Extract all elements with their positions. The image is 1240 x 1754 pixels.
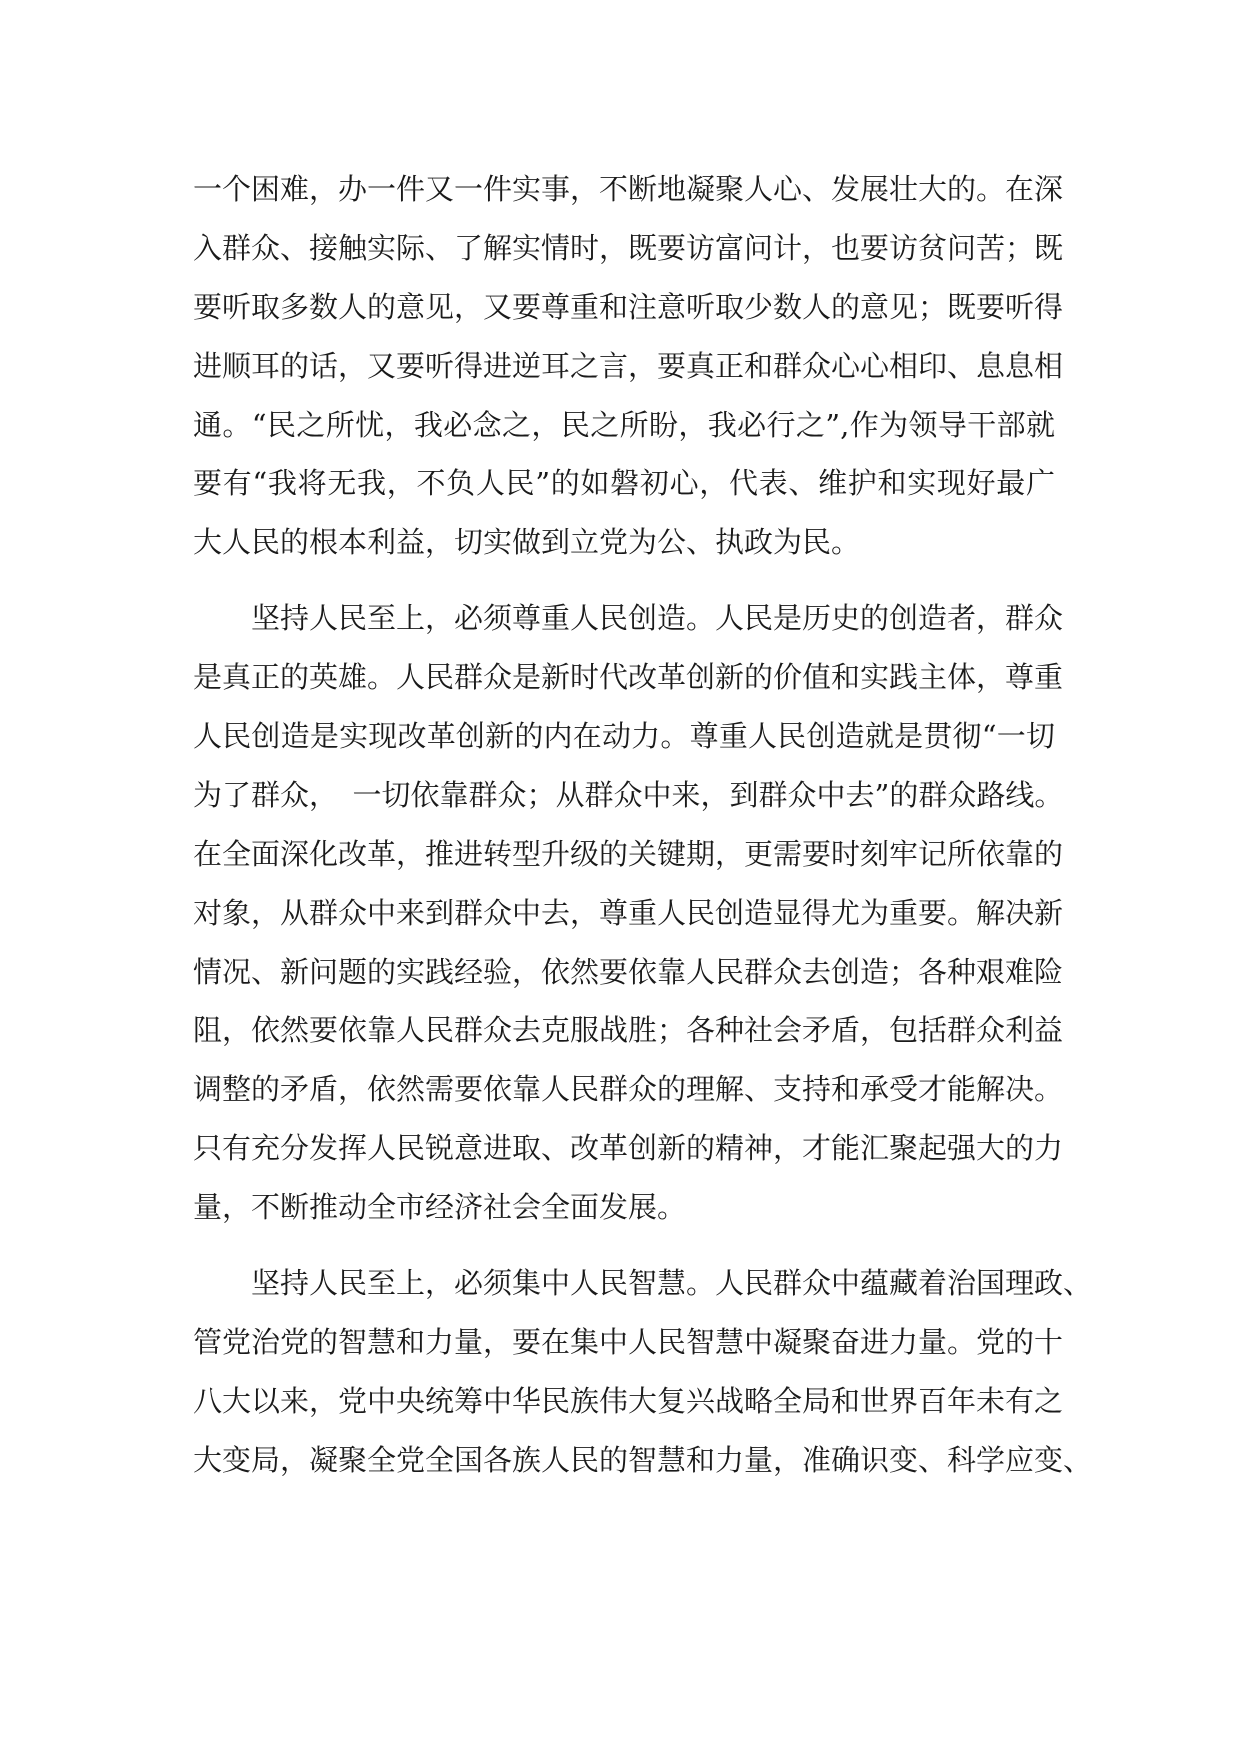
text-line: 阻，依然要依靠人民群众去克服战胜；各种社会矛盾，包括群众利益: [193, 1013, 1064, 1048]
text-line: 八大以来，党中央统筹中华民族伟大复兴战略全局和世界百年未有之: [193, 1383, 1064, 1418]
text-line: 是真正的英雄。人民群众是新时代改革创新的价值和实践主体，尊重: [193, 660, 1064, 695]
text-line: 对象，从群众中来到群众中去，尊重人民创造显得尤为重要。解决新: [193, 895, 1064, 930]
text-line: 要有“我将无我，不负人民”的如磐初心，代表、维护和实现好最广: [193, 466, 1055, 501]
text-line: 要听取多数人的意见，又要尊重和注意听取少数人的意见；既要听得: [193, 289, 1064, 324]
text-line: 管党治党的智慧和力量，要在集中人民智慧中凝聚奋进力量。党的十: [193, 1324, 1064, 1359]
text-line: 在全面深化改革，推进转型升级的关键期，更需要时刻牢记所依靠的: [193, 836, 1064, 871]
paragraph-spacer: [193, 1237, 1055, 1254]
text-line: 量，不断推动全市经济社会全面发展。: [193, 1190, 687, 1225]
text-line: 大变局，凝聚全党全国各族人民的智慧和力量，准确识变、科学应变、: [193, 1442, 1093, 1477]
text-line: 情况、新问题的实践经验，依然要依靠人民群众去创造；各种艰难险: [193, 954, 1064, 989]
text-line: 坚持人民至上，必须集中人民智慧。人民群众中蕴藏着治国理政、: [251, 1266, 1093, 1301]
paragraph-1: [193, 160, 1064, 572]
text-line: 大人民的根本利益，切实做到立党为公、执政为民。: [193, 525, 861, 560]
text-line: 只有充分发挥人民锐意进取、改革创新的精神，才能汇聚起强大的力: [193, 1131, 1064, 1166]
text-line: 进顺耳的话，又要听得进逆耳之言，要真正和群众心心相印、息息相: [193, 348, 1064, 383]
paragraph-spacer: [193, 572, 1055, 589]
text-line: 入群众、接触实际、了解实情时，既要访富问计，也要访贫问苦；既: [193, 230, 1064, 265]
text-line: 为了群众， 一切依靠群众；从群众中来，到群众中去”的群众路线。: [193, 777, 1064, 812]
text-line: 坚持人民至上，必须尊重人民创造。人民是历史的创造者，群众: [251, 601, 1064, 636]
text-line: 调整的矛盾，依然需要依靠人民群众的理解、支持和承受才能解决。: [193, 1072, 1064, 1107]
body-text: [193, 160, 1093, 1490]
text-line: 一个困难，办一件又一件实事，不断地凝聚人心、发展壮大的。在深: [193, 172, 1064, 206]
text-line: 人民创造是实现改革创新的内在动力。尊重人民创造就是贯彻“一切: [193, 719, 1055, 754]
paragraph-2: [193, 589, 1064, 1237]
text-line: 通。“民之所忧，我必念之，民之所盼，我必行之”,作为领导干部就: [193, 407, 1055, 442]
paragraph-3: [193, 1254, 1093, 1490]
